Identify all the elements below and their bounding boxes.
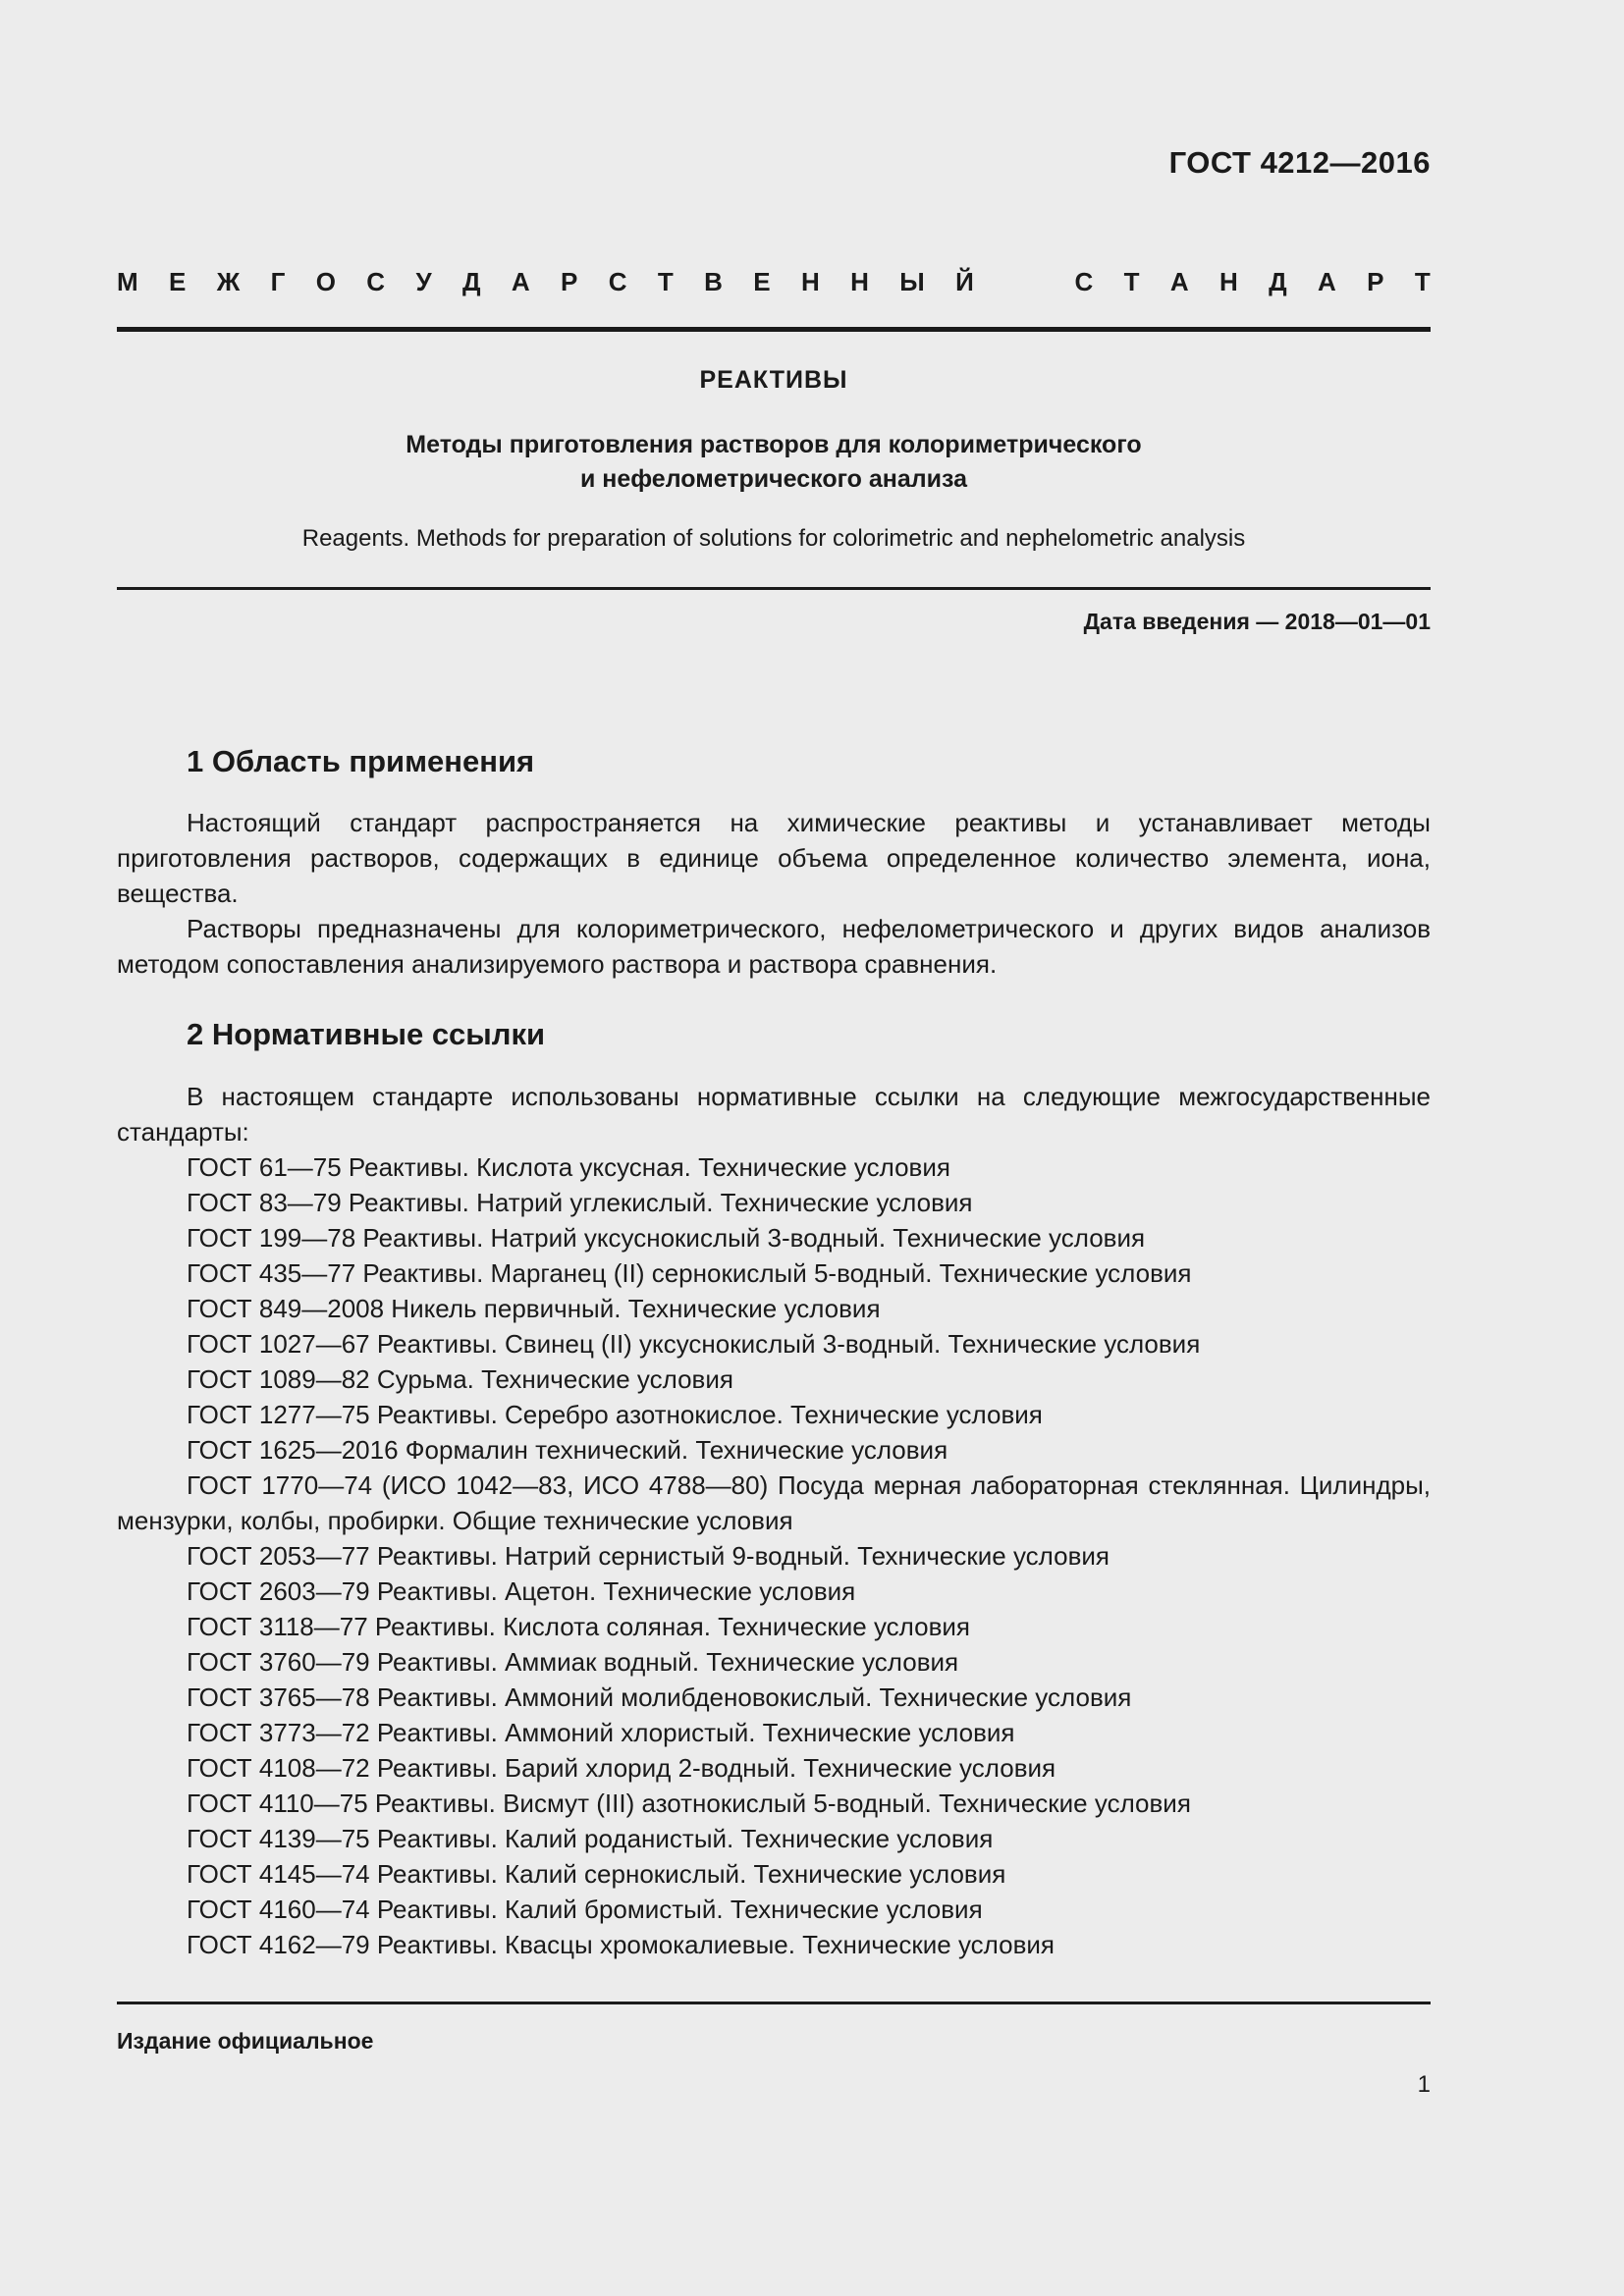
document-subtitle-line: Методы приготовления растворов для колориметрического: [406, 431, 1142, 458]
reference-item: ГОСТ 3765—78 Реактивы. Аммоний молибденовокислый. Технические условия: [187, 1682, 1132, 1712]
reference-item: ГОСТ 1027—67 Реактивы. Свинец (II) уксуснокислый 3-водный. Технические условия: [187, 1329, 1201, 1359]
standard-type-letter: Е: [753, 267, 771, 296]
standard-type-letter: С: [608, 267, 627, 296]
standard-type-letter: Н: [800, 267, 820, 296]
reference-item: ГОСТ 4160—74 Реактивы. Калий бромистый. Технические условия: [187, 1895, 983, 1924]
reference-item: ГОСТ 3760—79 Реактивы. Аммиак водный. Технические условия: [187, 1647, 959, 1677]
reference-item: ГОСТ 435—77 Реактивы. Марганец (II) сернокислый 5-водный. Технические условия: [187, 1258, 1192, 1288]
section-1-heading: 1 Область применения: [187, 744, 535, 778]
reference-item: ГОСТ 3773—72 Реактивы. Аммоний хлористый. Технические условия: [187, 1718, 1015, 1747]
standard-type-heading: [117, 267, 1431, 297]
reference-item: ГОСТ 1770—74 (ИСО 1042—83, ИСО 4788—80) Посуда мерная лабораторная стеклянная. Цилиндры, мензурки, колбы, пробирки. Общие технические условия: [117, 1470, 1431, 1535]
standard-type-letter: М: [117, 267, 138, 296]
standard-type-letter: Н: [1219, 267, 1238, 296]
paragraph: В настоящем стандарте использованы нормативные ссылки на следующие межгосударственные стандарты:: [117, 1082, 1431, 1147]
reference-item: ГОСТ 2603—79 Реактивы. Ацетон. Технические условия: [187, 1576, 856, 1606]
reference-item: ГОСТ 61—75 Реактивы. Кислота уксусная. Технические условия: [187, 1152, 950, 1182]
standard-type-letter: А: [511, 267, 530, 296]
english-title: Reagents. Methods for preparation of solutions for colorimetric and nephelometric analysis: [301, 525, 1246, 552]
reference-item: ГОСТ 4110—75 Реактивы. Висмут (III) азотнокислый 5-водный. Технические условия: [187, 1789, 1191, 1818]
page-number: 1: [1417, 2071, 1431, 2098]
standard-type-letter: В: [704, 267, 723, 296]
edition-label: Издание официальное: [117, 2028, 374, 2054]
standard-type-letter: Й: [955, 267, 974, 296]
standard-type-letter: Н: [850, 267, 869, 296]
reference-item: ГОСТ 1625—2016 Формалин технический. Технические условия: [187, 1435, 948, 1465]
references-list: [117, 1149, 1431, 1962]
header-divider: [117, 327, 1431, 332]
document-title: РЕАКТИВЫ: [699, 366, 848, 394]
reference-item: ГОСТ 83—79 Реактивы. Натрий углекислый. Технические условия: [187, 1188, 973, 1217]
document-subtitle: [117, 428, 1431, 497]
introduction-date: Дата введения — 2018—01—01: [1083, 609, 1431, 634]
reference-item: ГОСТ 1277—75 Реактивы. Серебро азотнокислое. Технические условия: [187, 1400, 1043, 1429]
standard-type-letter: О: [315, 267, 336, 296]
paragraph: Настоящий стандарт распространяется на химические реактивы и устанавливает методы приготовления растворов, содержащих в единице объема определенное количество элемента, иона, вещества.: [117, 808, 1431, 908]
standard-type-letter: А: [1318, 267, 1336, 296]
standard-type-letter: У: [415, 267, 432, 296]
reference-item: ГОСТ 4108—72 Реактивы. Барий хлорид 2-водный. Технические условия: [187, 1753, 1056, 1783]
reference-item: ГОСТ 2053—77 Реактивы. Натрий сернистый 9-водный. Технические условия: [187, 1541, 1110, 1571]
standard-type-letter: Р: [561, 267, 578, 296]
document-number: ГОСТ 4212—2016: [1168, 145, 1431, 180]
reference-item: ГОСТ 4145—74 Реактивы. Калий сернокислый. Технические условия: [187, 1859, 1006, 1889]
reference-item: ГОСТ 4139—75 Реактивы. Калий роданистый. Технические условия: [187, 1824, 994, 1853]
standard-type-letter: Т: [1414, 267, 1431, 296]
title-divider: [117, 587, 1431, 590]
reference-item: ГОСТ 199—78 Реактивы. Натрий уксуснокислый 3-водный. Технические условия: [187, 1223, 1146, 1253]
footer-divider: [117, 2002, 1431, 2004]
standard-type-letter: Д: [1269, 267, 1287, 296]
standard-type-letter: Д: [461, 267, 481, 296]
standard-type-letter: С: [1074, 267, 1094, 296]
standard-type-letter: А: [1169, 267, 1189, 296]
standard-type-letter: С: [366, 267, 386, 296]
standard-type-letter: Е: [169, 267, 187, 296]
paragraph: Растворы предназначены для колориметрического, нефелометрического и других видов анализов методом сопоставления анализируемого раствора и раствора сравнения.: [117, 914, 1431, 979]
standard-type-letter: Т: [1123, 267, 1140, 296]
word-gap: [1004, 267, 1044, 297]
standard-type-letter: Т: [657, 267, 674, 296]
reference-item: ГОСТ 3118—77 Реактивы. Кислота соляная. Технические условия: [187, 1612, 971, 1641]
standard-type-letter: Ы: [899, 267, 925, 296]
section-2-heading: 2 Нормативные ссылки: [187, 1017, 546, 1051]
standard-type-letter: Г: [270, 267, 286, 296]
reference-item: ГОСТ 4162—79 Реактивы. Квасцы хромокалиевые. Технические условия: [187, 1930, 1055, 1959]
reference-item: ГОСТ 1089—82 Сурьма. Технические условия: [187, 1364, 733, 1394]
standard-type-letter: Р: [1367, 267, 1384, 296]
reference-item: ГОСТ 849—2008 Никель первичный. Технические условия: [187, 1294, 881, 1323]
document-subtitle-line: и нефелометрического анализа: [579, 465, 968, 493]
standard-type-letter: Ж: [216, 267, 241, 296]
